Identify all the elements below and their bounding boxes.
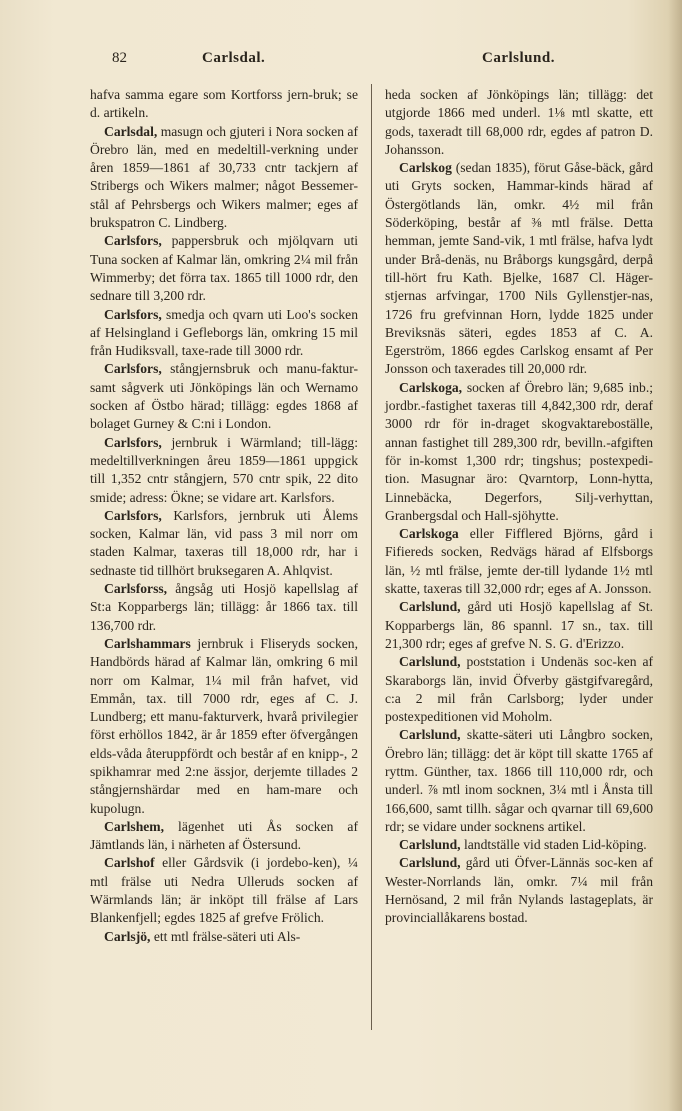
entry: Carlslund, skatte-säteri uti Långbro socken, Örebro län; tillägg: det är köpt till skatte 1765 af ryttm. Günther, tax. 1866 till 110,000 rdr, och underl. ⅞ mtl inom socknen, 3¼ mtl i Ånsta till 166,600, samt tillh. sågar och qvarnar till 69,600 rdr; se vidare under socknens artikel. xyxy=(385,727,653,834)
left-column xyxy=(90,86,358,946)
entry: Carlshammars jernbruk i Fliseryds socken, Handbörds härad af Kalmar län, omkring 6 mil norr om Kalmar, 1¼ mil från hafvet, vid Emmån, tax. till 7000 rdr, eges af C. J. Lundberg; ett manu-fakturverk, hvarå privilegier först erhöllos 1842, är år 1859 efter öfvergången elds-våda återuppfördt och består af en knipp-, 2 spikhamrar med 2:ne ässjor, derjemte tillades 2 stångjernshärdar med en ham-mare och kupolugn. xyxy=(90,635,358,816)
entry: Carlslund, gård uti Hosjö kapellslag af St. Kopparbergs län, 86 spannl. 17 sn., tax. till 21,300 rdr; eges af grefve N. S. G. d'Erizzo. xyxy=(385,599,653,651)
page-header xyxy=(90,50,652,72)
entry: Carlskog (sedan 1835), förut Gåse-bäck, gård uti Gryts socken, Hammar-kinds härad af Östergötlands län, omkr. 4½ mil från Söderköping, består af ⅜ mtl frälse. Detta hemman, jemte Sand-vik, 1 mtl frälse, hafva lydt under Brå-denäs, nu Bråborgs kungsgård, derpå till-hört fru Kath. Bjelke, 1687 Cl. Häger-stjernas arfvingar, 1700 Nils Gyllenstjer-nas, 1726 fru grefvinnan Horn, lydde 1825 under Breviksnäs säteri, egdes 1853 af C. A. Egerström, 1866 egdes Carlskog ensamt af Per Jonsson och taxerades till 20,000 rdr. xyxy=(385,160,653,377)
entry: Carlskoga, socken af Örebro län; 9,685 inb.; jordbr.-fastighet taxeras till 4,842,300 rdr, deraf 3000 rdr för in-draget skogvaktareboställe, annan fastighet till 289,300 rdr, bevilln.-afgiften för in-komst 1,300 rdr; tingshus; postexpedi-tion. Masugnar äro: Qvarntorp, Lonn-hytta, Linnebäcka, Degerfors, Silj-verhyttan, Granbergsdal och Hall-sjöhytte. xyxy=(385,379,653,523)
entry: Carlslund, gård uti Öfver-Lännäs soc-ken af Wester-Norrlands län, omkr. 7¼ mil från Hernösand, 2 mil från Nylands lastageplats, är provinciallåkarens bostad. xyxy=(385,855,653,926)
entry: Carlshof eller Gårdsvik (i jordebo-ken), ¼ mtl frälse uti Nedra Ulleruds socken af Wärmlands län; är inköpt till frälse af Lars Blankenfjell; egdes 1825 af grefve Frölich. xyxy=(90,855,358,926)
entry: heda socken af Jönköpings län; tillägg: det utgjorde 1866 med underl. 1⅛ mtl skatte, ett gods, taxeradt till 68,000 rdr, egdes af patron D. Johansson. xyxy=(385,87,653,157)
right-column xyxy=(385,86,653,928)
entry: Carlsfors, Karlsfors, jernbruk uti Ålems socken, Kalmar län, vid pass 3 mil norr om staden Kalmar, taxeras till 18,000 rdr, har i sednaste tid tillhört bruksegaren A. Ahlqvist. xyxy=(90,507,358,578)
entry: Carlsfors, stångjernsbruk och manu-faktur- samt sågverk uti Jönköpings län och Wernamo socken af Östbo härad; tillägg: egdes 1868 af bolaget Gurney & C:ni i London. xyxy=(90,361,358,432)
entry: Carlslund, poststation i Undenäs soc-ken af Skaraborgs län, invid Öfverby gästgifvaregård, c:a 2 mil från Carlsborg; lyder under postexpeditionen vid Moholm. xyxy=(385,654,653,725)
page-edge-shadow xyxy=(668,0,682,1111)
entry: Carlslund, landtställe vid staden Lid-köping. xyxy=(399,837,647,853)
entry: Carlsforss, ångsåg uti Hosjö kapellslag af St:a Kopparbergs län; tillägg: år 1866 tax. till 136,700 rdr. xyxy=(90,581,358,633)
running-head-left: Carlsdal. xyxy=(202,50,266,66)
entry: Carlshem, lägenhet uti Ås socken af Jämtlands län, i närheten af Östersund. xyxy=(90,818,358,853)
entry: Carlsfors, jernbruk i Wärmland; till-lägg: medeltillverkningen åreu 1859—1861 uppgick till 1,352 cntr stångjern, 570 cntr spik, 22 dito smide; adress: Ökne; se vidare art. Karlsfors. xyxy=(90,434,358,505)
page-number: 82 xyxy=(112,50,127,66)
entry: Carlsdal, masugn och gjuteri i Nora socken af Örebro län, med en medeltill-verkning under åren 1859—1861 af 30,733 cntr tackjern af Stribergs och Wikers malmer; något Bessemer-stål af Pehrsbergs och Wikers malmer; eges af brukspatron C. Lindberg. xyxy=(90,123,358,231)
entry: Carlskoga eller Fifflered Björns, gård i Fifiereds socken, Redvägs härad af Elfsborgs län, ½ mtl frälse, jemte der-till lydande 1½ mtl skatte, taxeras till 32,000 rdr; eges af A. Jonsson. xyxy=(385,526,653,597)
entry: Carlsfors, pappersbruk och mjölqvarn uti Tuna socken af Kalmar län, omkring 2¼ mil från Wimmerby; det förra tax. 1865 till 1000 rdr, den sednare till 3,200 rdr. xyxy=(90,233,358,304)
running-head-right: Carlslund. xyxy=(482,50,555,66)
entry: hafva samma egare som Kortforss jern-bruk; se d. artikeln. xyxy=(90,87,358,121)
entry: Carlsfors, smedja och qvarn uti Loo's socken af Helsingland i Gefleborgs län, omkring 15 mil från Hudiksvall, taxe-rade till 3000 rdr. xyxy=(90,306,358,359)
entry: Carlsjö, ett mtl frälse-säteri uti Als- xyxy=(104,928,301,944)
column-divider xyxy=(371,84,372,1030)
